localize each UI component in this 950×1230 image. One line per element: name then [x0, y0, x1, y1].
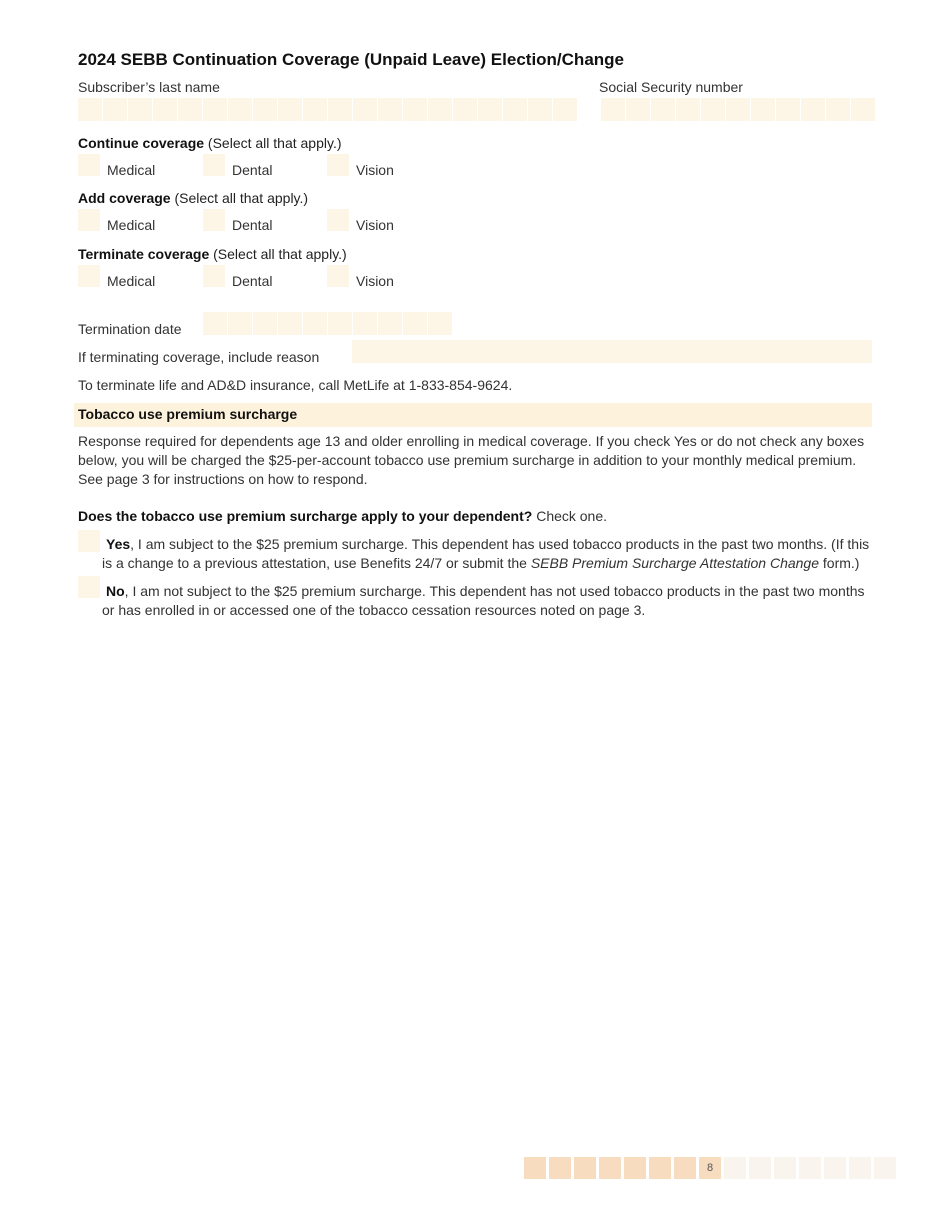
- coverage-option-label: Vision: [356, 217, 394, 233]
- no-bold: No: [106, 583, 125, 599]
- char-box[interactable]: [751, 98, 775, 121]
- yes-option: [102, 535, 872, 573]
- char-box[interactable]: [203, 312, 227, 335]
- page-title: 2024 SEBB Continuation Coverage (Unpaid Leave) Election/Change: [78, 50, 624, 69]
- char-box[interactable]: [478, 98, 502, 121]
- char-box[interactable]: [378, 98, 402, 121]
- no-checkbox[interactable]: [78, 576, 100, 598]
- coverage-checkbox[interactable]: [203, 265, 225, 287]
- coverage-option-label: Vision: [356, 162, 394, 178]
- page-marker: [724, 1157, 746, 1179]
- char-box[interactable]: [203, 98, 227, 121]
- coverage-checkbox[interactable]: [203, 154, 225, 176]
- char-box[interactable]: [851, 98, 875, 121]
- char-box[interactable]: [103, 98, 127, 121]
- page-marker: [574, 1157, 596, 1179]
- coverage-checkbox[interactable]: [78, 154, 100, 176]
- termination-date-input[interactable]: [203, 312, 452, 335]
- char-box[interactable]: [228, 312, 252, 335]
- tobacco-question: [78, 507, 868, 526]
- coverage-checkbox[interactable]: [78, 265, 100, 287]
- coverage-checkbox[interactable]: [327, 265, 349, 287]
- coverage-option-label: Medical: [107, 273, 156, 289]
- char-box[interactable]: [801, 98, 825, 121]
- coverage-option-label: Dental: [232, 217, 273, 233]
- question-bold: Does the tobacco use premium surcharge apply to your dependent?: [78, 508, 533, 524]
- section-bold: Continue coverage: [78, 135, 205, 151]
- page-number: 8: [699, 1157, 721, 1179]
- page-marker: [874, 1157, 896, 1179]
- char-box[interactable]: [253, 312, 277, 335]
- coverage-option-label: Medical: [107, 162, 156, 178]
- coverage-option-label: Medical: [107, 217, 156, 233]
- page-marker: [849, 1157, 871, 1179]
- char-box[interactable]: [353, 312, 377, 335]
- char-box[interactable]: [601, 98, 625, 121]
- no-text: , I am not subject to the $25 premium surcharge. This dependent has not used tobacco products in the past two months or has enrolled in or accessed one of the tobacco cessation resources noted on page 3.: [102, 583, 865, 618]
- page-marker: [774, 1157, 796, 1179]
- char-box[interactable]: [403, 312, 427, 335]
- termination-date-label: Termination date: [78, 321, 182, 337]
- coverage-checkbox[interactable]: [203, 209, 225, 231]
- char-box[interactable]: [651, 98, 675, 121]
- section-bold: Add coverage: [78, 190, 171, 206]
- page-marker: [649, 1157, 671, 1179]
- char-box[interactable]: [153, 98, 177, 121]
- last-name-input[interactable]: [78, 98, 577, 121]
- page-marker: [599, 1157, 621, 1179]
- yes-text-end: form.): [819, 555, 860, 571]
- reason-input[interactable]: [352, 340, 872, 363]
- char-box[interactable]: [278, 98, 302, 121]
- section-heading: [78, 135, 342, 151]
- page-marker: [824, 1157, 846, 1179]
- char-box[interactable]: [128, 98, 152, 121]
- char-box[interactable]: [253, 98, 277, 121]
- char-box[interactable]: [428, 312, 452, 335]
- char-box[interactable]: [328, 312, 352, 335]
- question-rest: Check one.: [532, 508, 608, 524]
- ssn-label: Social Security number: [599, 79, 743, 95]
- page-marker: [674, 1157, 696, 1179]
- char-box[interactable]: [826, 98, 850, 121]
- char-box[interactable]: [428, 98, 452, 121]
- tobacco-text: Response required for dependents age 13 and older enrolling in medical coverage. If you check Yes or do not check any boxes below, you will be charged the $25-per-account tobacco use premium surcharge in addition to your monthly medical premium. See page 3 for instructions on how to respond.: [78, 433, 865, 487]
- char-box[interactable]: [378, 312, 402, 335]
- yes-bold: Yes: [106, 536, 131, 552]
- section-hint: (Select all that apply.): [204, 135, 342, 151]
- ssn-input[interactable]: [601, 98, 875, 121]
- coverage-option-label: Dental: [232, 273, 273, 289]
- last-name-label: Subscriber’s last name: [78, 79, 220, 95]
- char-box[interactable]: [503, 98, 527, 121]
- yes-checkbox[interactable]: [78, 530, 100, 552]
- coverage-checkbox[interactable]: [78, 209, 100, 231]
- char-box[interactable]: [403, 98, 427, 121]
- char-box[interactable]: [328, 98, 352, 121]
- char-box[interactable]: [78, 98, 102, 121]
- page-marker: [549, 1157, 571, 1179]
- coverage-checkbox[interactable]: [327, 154, 349, 176]
- section-hint: (Select all that apply.): [209, 246, 347, 262]
- coverage-checkbox[interactable]: [327, 209, 349, 231]
- char-box[interactable]: [228, 98, 252, 121]
- char-box[interactable]: [676, 98, 700, 121]
- char-box[interactable]: [303, 98, 327, 121]
- char-box[interactable]: [303, 312, 327, 335]
- section-hint: (Select all that apply.): [170, 190, 309, 206]
- coverage-option-label: Dental: [232, 162, 273, 178]
- life-note: To terminate life and AD&D insurance, call MetLife at 1-833-854-9624.: [78, 377, 513, 393]
- reason-label: If terminating coverage, include reason: [78, 349, 320, 365]
- char-box[interactable]: [701, 98, 725, 121]
- tobacco-heading: Tobacco use premium surcharge: [74, 403, 872, 427]
- section-bold: Terminate coverage: [78, 246, 210, 262]
- char-box[interactable]: [178, 98, 202, 121]
- char-box[interactable]: [726, 98, 750, 121]
- section-heading: [78, 190, 308, 206]
- char-box[interactable]: [776, 98, 800, 121]
- section-heading: [78, 246, 347, 262]
- page-marker: [524, 1157, 546, 1179]
- char-box[interactable]: [528, 98, 552, 121]
- char-box[interactable]: [626, 98, 650, 121]
- page-marker: [624, 1157, 646, 1179]
- yes-text: , I am subject to the $25 premium surcharge. This dependent has used tobacco products in the past two months. (If this is a change to a previous attestation, use Benefits 24/7 or submit the: [102, 536, 870, 571]
- char-box[interactable]: [353, 98, 377, 121]
- char-box[interactable]: [553, 98, 577, 121]
- no-option: [102, 582, 872, 620]
- coverage-option-label: Vision: [356, 273, 394, 289]
- char-box[interactable]: [278, 312, 302, 335]
- form-name: SEBB Premium Surcharge Attestation Change: [530, 555, 819, 571]
- page-indicator: [524, 1157, 896, 1179]
- char-box[interactable]: [453, 98, 477, 121]
- page-marker: [799, 1157, 821, 1179]
- page-marker: [749, 1157, 771, 1179]
